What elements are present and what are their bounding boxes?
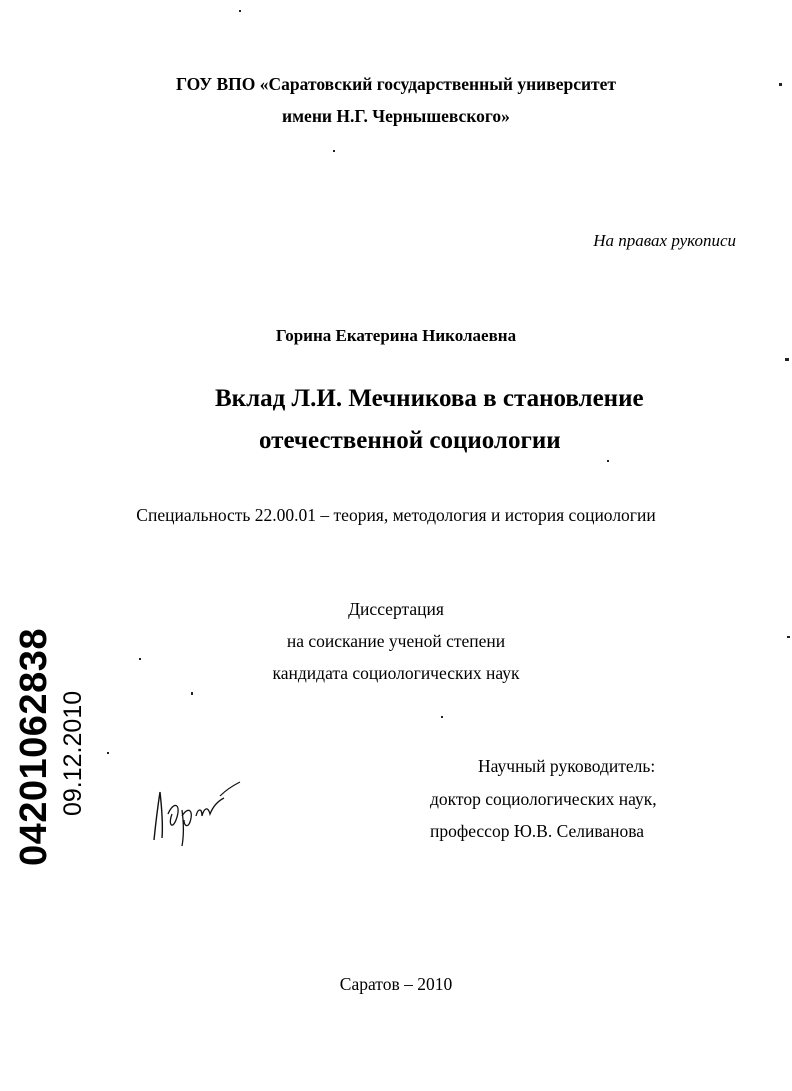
manuscript-note: На правах рукописи bbox=[593, 231, 736, 250]
supervisor-line-2: доктор социологических наук, bbox=[430, 789, 657, 809]
dissertation-line-1: Диссертация bbox=[348, 599, 444, 619]
title-line-1: Вклад Л.И. Мечникова в становление bbox=[215, 385, 644, 412]
title-line-2: отечественной социологии bbox=[259, 427, 561, 454]
author-name: Горина Екатерина Николаевна bbox=[275, 326, 517, 345]
stamp-number: 04201062838 bbox=[13, 628, 55, 866]
supervisor-line-1: Научный руководитель: bbox=[478, 756, 656, 776]
supervisor-line-3: профессор Ю.В. Селиванова bbox=[430, 821, 645, 841]
institution-line-1: ГОУ ВПО «Саратовский государственный университет bbox=[175, 74, 617, 94]
institution-line-2: имени Н.Г. Чернышевского» bbox=[282, 106, 510, 126]
specialty: Специальность 22.00.01 – теория, методология и история социологии bbox=[136, 505, 656, 525]
stamp-date: 09.12.2010 bbox=[59, 690, 87, 816]
place-year: Саратов – 2010 bbox=[339, 974, 453, 994]
dissertation-line-2: на соискание ученой степени bbox=[286, 631, 506, 651]
handwritten-signature bbox=[148, 770, 248, 850]
library-stamp bbox=[15, 628, 86, 866]
dissertation-line-3: кандидата социологических наук bbox=[272, 663, 520, 683]
